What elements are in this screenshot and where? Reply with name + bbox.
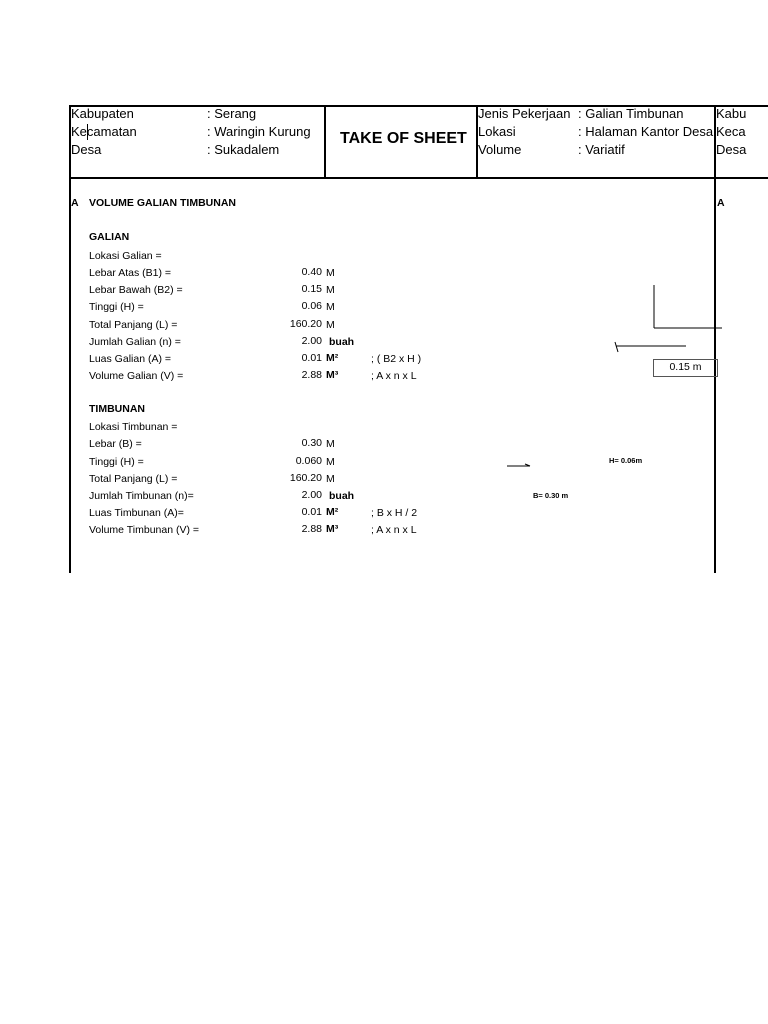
left-border — [69, 105, 71, 573]
volume-timbunan-label: Volume Timbunan (V) = — [89, 524, 200, 536]
timbunan-cross-section-diagram — [500, 458, 540, 474]
total-panjang-galian-unit: M — [326, 319, 335, 331]
luas-galian-value: 0.01 — [301, 352, 322, 364]
total-panjang-timbunan-unit: M — [326, 473, 335, 485]
jenis-pekerjaan-label: Jenis Pekerjaan — [478, 106, 571, 121]
lokasi-galian-label: Lokasi Galian = — [89, 250, 162, 262]
tinggi-galian-unit: M — [326, 301, 335, 313]
volume-timbunan-formula: ; A x n x L — [371, 524, 417, 536]
section-title: VOLUME GALIAN TIMBUNAN — [89, 197, 236, 209]
jumlah-timbunan-label: Jumlah Timbunan (n)= — [89, 490, 194, 502]
lebar-atas-unit: M — [326, 267, 335, 279]
timbunan-width-label: B= 0.30 m — [533, 491, 569, 500]
volume-timbunan-unit: M³ — [326, 523, 339, 535]
tinggi-timbunan-label: Tinggi (H) = — [89, 456, 144, 468]
total-panjang-timbunan-label: Total Panjang (L) = — [89, 473, 178, 485]
luas-galian-unit: M² — [326, 352, 339, 364]
luas-galian-label: Luas Galian (A) = — [89, 353, 172, 365]
jumlah-galian-label: Jumlah Galian (n) = — [89, 336, 181, 348]
jumlah-galian-value: 2.00 — [301, 335, 322, 347]
volume-value: : Variatif — [578, 142, 625, 157]
lokasi-value: : Halaman Kantor Desa — [578, 124, 714, 139]
lebar-timbunan-value: 0.30 — [301, 437, 322, 449]
lebar-timbunan-unit: M — [326, 438, 335, 450]
total-panjang-galian-label: Total Panjang (L) = — [89, 319, 178, 331]
timbunan-heading: TIMBUNAN — [89, 403, 145, 415]
page-title: TAKE OF SHEET — [340, 130, 467, 147]
luas-timbunan-label: Luas Timbunan (A)= — [89, 507, 184, 519]
clipped-section-letter: A — [717, 197, 725, 209]
timbunan-height-label: H= 0.06m — [609, 456, 643, 465]
luas-galian-formula: ; ( B2 x H ) — [371, 353, 422, 365]
lebar-atas-label: Lebar Atas (B1) = — [89, 267, 172, 279]
lokasi-label: Lokasi — [478, 124, 516, 139]
total-panjang-timbunan-value: 160.20 — [289, 472, 322, 484]
galian-width-label: 0.15 m — [653, 359, 718, 377]
kecamatan-value: : Waringin Kurung — [207, 124, 311, 139]
tinggi-timbunan-value: 0.060 — [295, 455, 322, 467]
volume-galian-value: 2.88 — [301, 369, 322, 381]
volume-galian-formula: ; A x n x L — [371, 370, 417, 382]
tinggi-galian-value: 0.06 — [301, 300, 322, 312]
title-left-divider — [324, 105, 326, 179]
lebar-bawah-value: 0.15 — [301, 283, 322, 295]
lebar-timbunan-label: Lebar (B) = — [89, 438, 142, 450]
header-bottom-border — [69, 177, 768, 179]
tinggi-timbunan-unit: M — [326, 456, 335, 468]
kabupaten-value: : Serang — [207, 106, 257, 121]
jumlah-timbunan-value: 2.00 — [301, 489, 322, 501]
volume-galian-label: Volume Galian (V) = — [89, 370, 184, 382]
volume-label: Volume — [478, 142, 522, 157]
clipped-next-header — [716, 105, 768, 180]
desa-value: : Sukadalem — [207, 142, 280, 157]
jenis-pekerjaan-value: : Galian Timbunan — [578, 106, 684, 121]
luas-timbunan-value: 0.01 — [301, 506, 322, 518]
lokasi-timbunan-label: Lokasi Timbunan = — [89, 421, 178, 433]
clipped-desa: Desa — [716, 142, 747, 157]
galian-tick-line — [615, 342, 618, 352]
lebar-bawah-unit: M — [326, 284, 335, 296]
jumlah-galian-unit: buah — [329, 336, 355, 348]
total-panjang-galian-value: 160.20 — [289, 318, 322, 330]
luas-timbunan-unit: M² — [326, 506, 339, 518]
jumlah-timbunan-unit: buah — [329, 490, 355, 502]
galian-cross-section-diagram — [600, 280, 724, 360]
galian-heading: GALIAN — [89, 231, 130, 243]
kabupaten-label: Kabupaten — [71, 106, 134, 121]
desa-label: Desa — [71, 142, 102, 157]
clipped-kecamatan: Keca — [716, 124, 746, 139]
lebar-bawah-label: Lebar Bawah (B2) = — [89, 284, 183, 296]
kecamatan-label: Kecamatan — [71, 124, 137, 139]
volume-timbunan-value: 2.88 — [301, 523, 322, 535]
lebar-atas-value: 0.40 — [301, 266, 322, 278]
clipped-kabupaten: Kabu — [716, 106, 747, 121]
section-letter: A — [71, 197, 79, 209]
volume-galian-unit: M³ — [326, 369, 339, 381]
tinggi-galian-label: Tinggi (H) = — [89, 301, 144, 313]
luas-timbunan-formula: ; B x H / 2 — [371, 507, 418, 519]
